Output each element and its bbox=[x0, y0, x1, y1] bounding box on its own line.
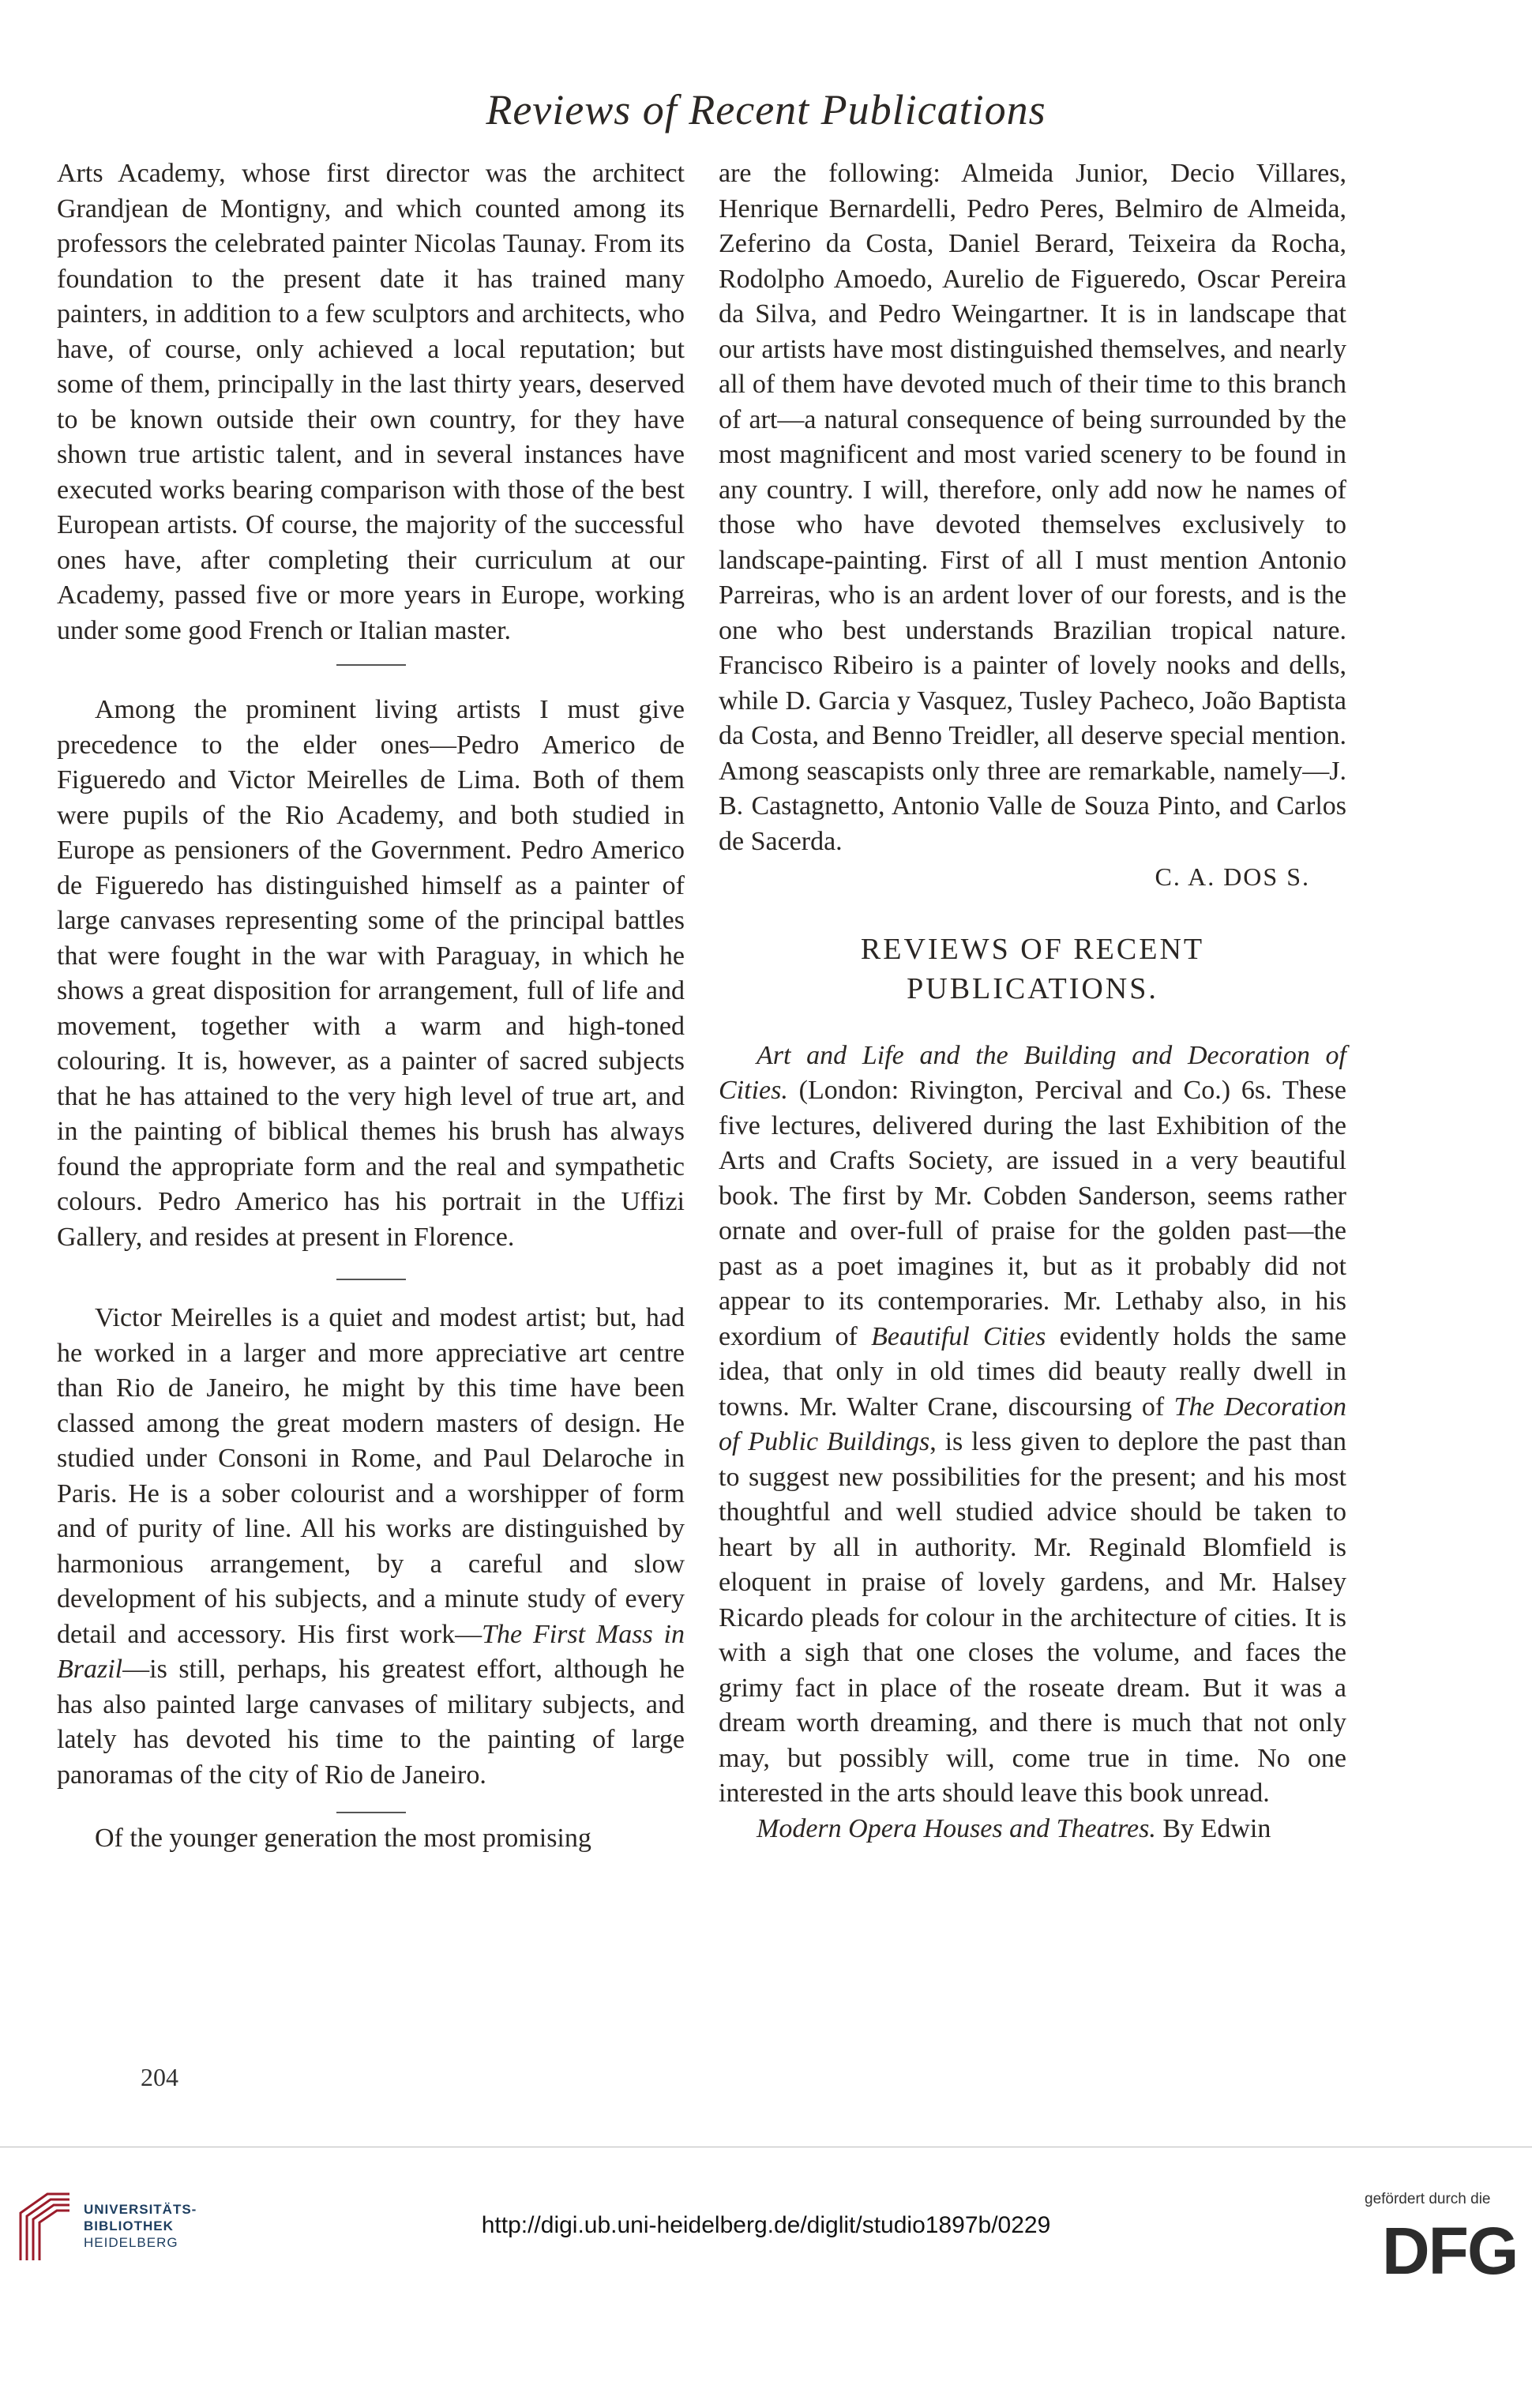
paragraph: Of the younger generation the most promising bbox=[95, 1824, 591, 1853]
section-heading bbox=[719, 930, 1346, 1009]
book-title: Art and Life and the Building and Decoration of Cities. bbox=[719, 1040, 1346, 1105]
author-signature: C. A. DOS S. bbox=[1155, 862, 1310, 891]
section-heading-line: REVIEWS OF RECENT bbox=[860, 932, 1205, 966]
left-column bbox=[57, 156, 685, 1857]
source-url-link[interactable]: http://digi.ub.uni-heidelberg.de/diglit/studio1897b/0229 bbox=[481, 2212, 1051, 2238]
review-text: , is less given to deplore the past than to suggest new possibilities for the present; and his most thoughtful and well studied advice should be taken to heart by all in authority. Mr. Reginald Blomfield is eloquent in praise of lovely gardens, and Mr. Halsey Ricardo pleads for colour in the architecture of cities. It is with a sigh that one closes the volume, and faces the grimy fact in place of the roseate dream. But it was a dream worth dreaming, and there is much that not only may, but possibly will, come true in time. No one interested in the arts should leave this book unread. bbox=[719, 1427, 1346, 1808]
library-name-line: HEIDELBERG bbox=[84, 2235, 178, 2250]
book-title: The Decoration of Public Buildings bbox=[719, 1392, 1347, 1456]
paragraph: Arts Academy, whose first director was the architect Grandjean de Montigny, and which counted among its professors the celebrated painter Nicolas Taunay. From its foundation to the present date it has trained many painters, in addition to a few sculptors and architects, who have, of course, only achieved a local reputation; but some of them, principally in the last thirty years, deserved to be known outside their own country, for they have shown true artistic talent, and in several instances have executed works bearing comparison with those of the best European artists. Of course, the majority of the successful ones have, after completing their curriculum at our Academy, passed five or more years in Europe, working under some good French or Italian master. bbox=[57, 159, 685, 645]
book-title: Beautiful Cities bbox=[871, 1321, 1046, 1351]
right-column bbox=[719, 156, 1346, 1846]
library-name-line: UNIVERSITÄTS- bbox=[84, 2202, 197, 2217]
library-name-line: BIBLIOTHEK bbox=[84, 2218, 174, 2233]
review-paragraph bbox=[719, 1812, 1346, 1847]
section-heading-line: PUBLICATIONS. bbox=[907, 971, 1158, 1005]
review-text: By Edwin bbox=[1155, 1813, 1271, 1843]
artwork-title: The First Mass in Brazil bbox=[57, 1619, 685, 1684]
paragraph-text: —is still, perhaps, his greatest effort, although he has also painted large canvases of military subjects, and lately has devoted his time to the painting of large panoramas of the city of Rio de Janeiro. bbox=[57, 1655, 685, 1790]
review-paragraph bbox=[719, 1039, 1346, 1812]
review-text: (London: Rivington, Percival and Co.) 6s. These five lectures, delivered during the last Exhibition of the Arts and Crafts Society, are issued in a very beautiful book. The first by Mr. Cobden Sanderson, seems rather ornate and over-full of praise for the golden past—the past as a poet imagines it, but as it probably did not appear to its contemporaries. Mr. Lethaby also, in his exordium of bbox=[719, 1076, 1346, 1351]
funding-caption: gefördert durch die bbox=[1365, 2191, 1491, 2207]
paragraph: Among the prominent living artists I must give precedence to the elder ones—Pedro Americo de Figueredo and Victor Meirelles de Lima. Both of them were pupils of the Rio Academy, and both studied in Europe as pensioners of the Government. Pedro Americo de Figueredo has distinguished himself as a painter of large canvases representing some of the principal battles that were fought in the war with Paraguay, in which he shows a great disposition for arrangement, full of life and movement, together with a warm and high-toned colouring. It is, however, as a painter of sacred subjects that he has attained to the very high level of true art, and in the painting of biblical themes his brush has always found the appropriate form and the real and sympathetic colours. Pedro Americo has his portrait in the Uffizi Gallery, and resides at present in Florence. bbox=[57, 695, 685, 1252]
paragraph bbox=[57, 1301, 685, 1793]
paragraph: are the following: Almeida Junior, Decio Villares, Henrique Bernardelli, Pedro Peres, Belmiro de Almeida, Zeferino da Costa, Daniel Berard, Teixeira da Rocha, Rodolpho Amoedo, Aurelio de Figueredo, Oscar Pereira da Silva, and Pedro Weingartner. It is in landscape that our artists have most distinguished themselves, and nearly all of them have devoted much of their time to this branch of art—a natural consequence of being surrounded by the most magnificent and most varied scenery to be found in any country. I will, therefore, only add now he names of those who have devoted themselves exclusively to landscape-painting. First of all I must mention Antonio Parreiras, who is an ardent lover of our forests, and is the one who best understands Brazilian tropical nature. Francisco Ribeiro is a painter of lovely nooks and dells, while D. Garcia y Vasquez, Tusley Pacheco, João Baptista da Costa, and Benno Treidler, all deserve special mention. Among seascapists only three are remarkable, namely—J. B. Castagnetto, Antonio Valle de Souza Pinto, and Carlos de Sacerda. bbox=[719, 159, 1346, 856]
page-header-title: Reviews of Recent Publications bbox=[486, 86, 1046, 133]
paragraph-text: Victor Meirelles is a quiet and modest artist; but, had he worked in a larger and more appreciative art centre than Rio de Janeiro, he might by this time have been classed among the great modern masters of design. He studied under Consoni in Rome, and Paul Delaroche in Paris. He is a sober colourist and a worshipper of form and of purity of line. All his works are distinguished by harmonious arrangement, by a careful and slow development of his subjects, and a minute study of every detail and accessory. His first work— bbox=[57, 1303, 685, 1649]
page-number: 204 bbox=[141, 2063, 178, 2091]
review-text: evidently holds the same idea, that only in old times did beauty really dwell in towns. Mr. Walter Crane, discoursing of bbox=[719, 1321, 1346, 1422]
dfg-logo: DFG bbox=[1382, 2214, 1518, 2288]
book-title: Modern Opera Houses and Theatres. bbox=[757, 1813, 1156, 1843]
